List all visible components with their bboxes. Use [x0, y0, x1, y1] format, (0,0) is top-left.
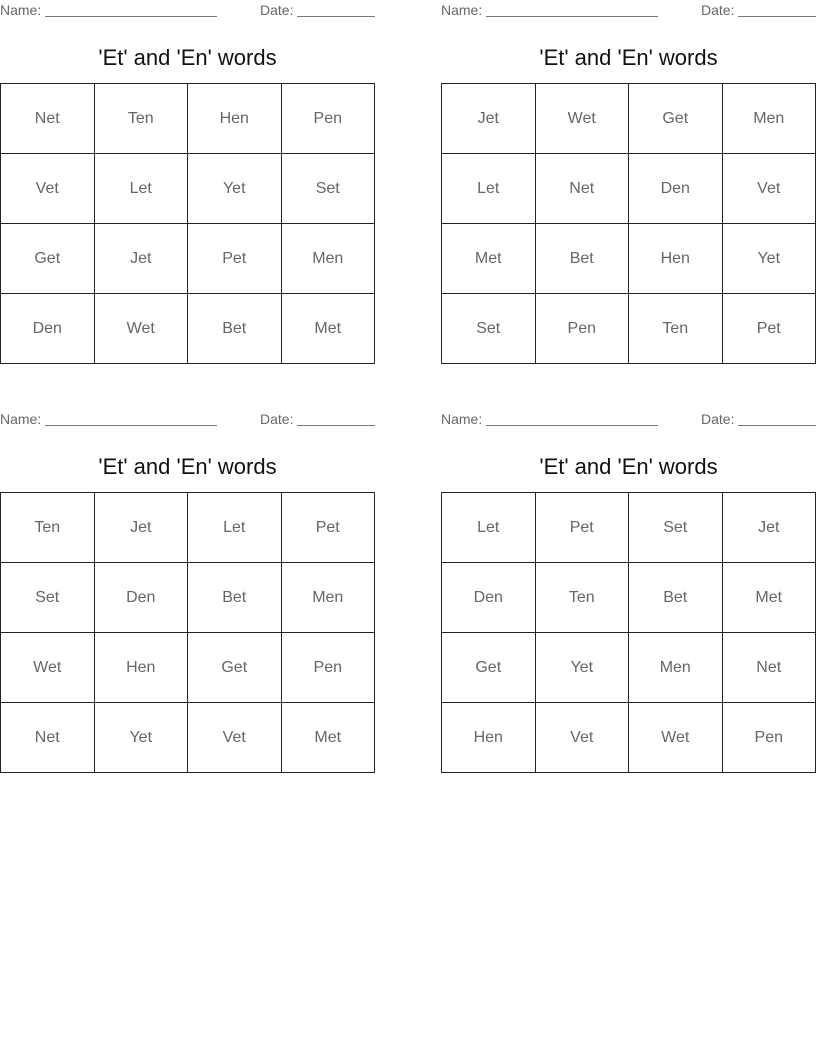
grid-cell: Set: [1, 563, 95, 633]
grid-cell: Hen: [629, 224, 723, 294]
grid-row: [442, 224, 816, 294]
word-grid: [0, 492, 375, 773]
grid-cell: Net: [535, 154, 629, 224]
grid-cell: Let: [94, 154, 188, 224]
grid-cell: Men: [281, 563, 375, 633]
name-date-bar: [0, 0, 375, 20]
grid-row: [1, 84, 375, 154]
grid-cell: Net: [1, 703, 95, 773]
grid-cell: Hen: [188, 84, 282, 154]
grid-cell: Men: [281, 224, 375, 294]
grid-cell: Met: [281, 294, 375, 364]
grid-cell: Den: [629, 154, 723, 224]
grid-row: [1, 294, 375, 364]
grid-cell: Ten: [1, 493, 95, 563]
grid-cell: Pen: [281, 84, 375, 154]
grid-cell: Get: [442, 633, 536, 703]
grid-cell: Vet: [722, 154, 816, 224]
grid-cell: Jet: [94, 224, 188, 294]
date-blank-line: [297, 16, 375, 17]
grid-row: [442, 154, 816, 224]
bingo-card: [0, 0, 375, 364]
grid-cell: Vet: [1, 154, 95, 224]
name-blank-line: [45, 425, 217, 426]
grid-cell: Pet: [535, 493, 629, 563]
grid-row: [442, 294, 816, 364]
grid-cell: Ten: [94, 84, 188, 154]
grid-cell: Let: [188, 493, 282, 563]
grid-cell: Yet: [722, 224, 816, 294]
grid-cell: Hen: [442, 703, 536, 773]
name-label: Name:: [441, 2, 483, 18]
grid-cell: Set: [442, 294, 536, 364]
name-date-bar: [0, 409, 375, 429]
bingo-card: [441, 409, 816, 773]
grid-cell: Let: [442, 154, 536, 224]
name-date-bar: [441, 409, 816, 429]
bingo-card: [441, 0, 816, 364]
grid-cell: Bet: [535, 224, 629, 294]
grid-cell: Jet: [442, 84, 536, 154]
grid-row: [442, 84, 816, 154]
grid-cell: Pen: [722, 703, 816, 773]
grid-cell: Men: [629, 633, 723, 703]
grid-cell: Pen: [535, 294, 629, 364]
date-label: Date:: [701, 411, 735, 427]
grid-cell: Pet: [281, 493, 375, 563]
grid-cell: Pet: [722, 294, 816, 364]
grid-cell: Set: [281, 154, 375, 224]
grid-cell: Hen: [94, 633, 188, 703]
grid-cell: Met: [442, 224, 536, 294]
grid-cell: Wet: [94, 294, 188, 364]
card-title: 'Et' and 'En' words: [539, 454, 718, 479]
grid-cell: Wet: [629, 703, 723, 773]
grid-row: [1, 703, 375, 773]
name-date-bar: [441, 0, 816, 20]
grid-cell: Met: [281, 703, 375, 773]
grid-cell: Jet: [94, 493, 188, 563]
grid-cell: Ten: [535, 563, 629, 633]
grid-row: [442, 633, 816, 703]
grid-cell: Get: [629, 84, 723, 154]
card-title: 'Et' and 'En' words: [98, 454, 277, 479]
grid-cell: Men: [722, 84, 816, 154]
grid-cell: Den: [94, 563, 188, 633]
grid-cell: Yet: [188, 154, 282, 224]
grid-cell: Set: [629, 493, 723, 563]
name-blank-line: [45, 16, 217, 17]
date-blank-line: [738, 425, 816, 426]
grid-cell: Net: [722, 633, 816, 703]
grid-cell: Vet: [535, 703, 629, 773]
bingo-card: [0, 409, 375, 773]
grid-cell: Get: [188, 633, 282, 703]
grid-row: [1, 633, 375, 703]
grid-cell: Vet: [188, 703, 282, 773]
date-label: Date:: [260, 411, 294, 427]
grid-cell: Bet: [188, 563, 282, 633]
grid-cell: Bet: [188, 294, 282, 364]
grid-cell: Net: [1, 84, 95, 154]
date-label: Date:: [260, 2, 294, 18]
grid-cell: Yet: [535, 633, 629, 703]
name-blank-line: [486, 16, 658, 17]
word-grid: [441, 83, 816, 364]
grid-cell: Den: [442, 563, 536, 633]
grid-cell: Jet: [722, 493, 816, 563]
name-label: Name:: [0, 2, 42, 18]
name-blank-line: [486, 425, 658, 426]
grid-cell: Yet: [94, 703, 188, 773]
grid-cell: Wet: [535, 84, 629, 154]
word-grid: [441, 492, 816, 773]
grid-cell: Ten: [629, 294, 723, 364]
grid-cell: Pet: [188, 224, 282, 294]
card-title: 'Et' and 'En' words: [539, 45, 718, 70]
grid-row: [442, 703, 816, 773]
grid-cell: Den: [1, 294, 95, 364]
grid-cell: Met: [722, 563, 816, 633]
grid-cell: Pen: [281, 633, 375, 703]
word-grid: [0, 83, 375, 364]
grid-cell: Let: [442, 493, 536, 563]
date-label: Date:: [701, 2, 735, 18]
grid-row: [442, 493, 816, 563]
grid-cell: Wet: [1, 633, 95, 703]
grid-row: [1, 154, 375, 224]
grid-row: [1, 563, 375, 633]
date-blank-line: [738, 16, 816, 17]
name-label: Name:: [441, 411, 483, 427]
grid-row: [1, 493, 375, 563]
grid-cell: Bet: [629, 563, 723, 633]
name-label: Name:: [0, 411, 42, 427]
grid-row: [442, 563, 816, 633]
grid-cell: Get: [1, 224, 95, 294]
date-blank-line: [297, 425, 375, 426]
card-title: 'Et' and 'En' words: [98, 45, 277, 70]
grid-row: [1, 224, 375, 294]
